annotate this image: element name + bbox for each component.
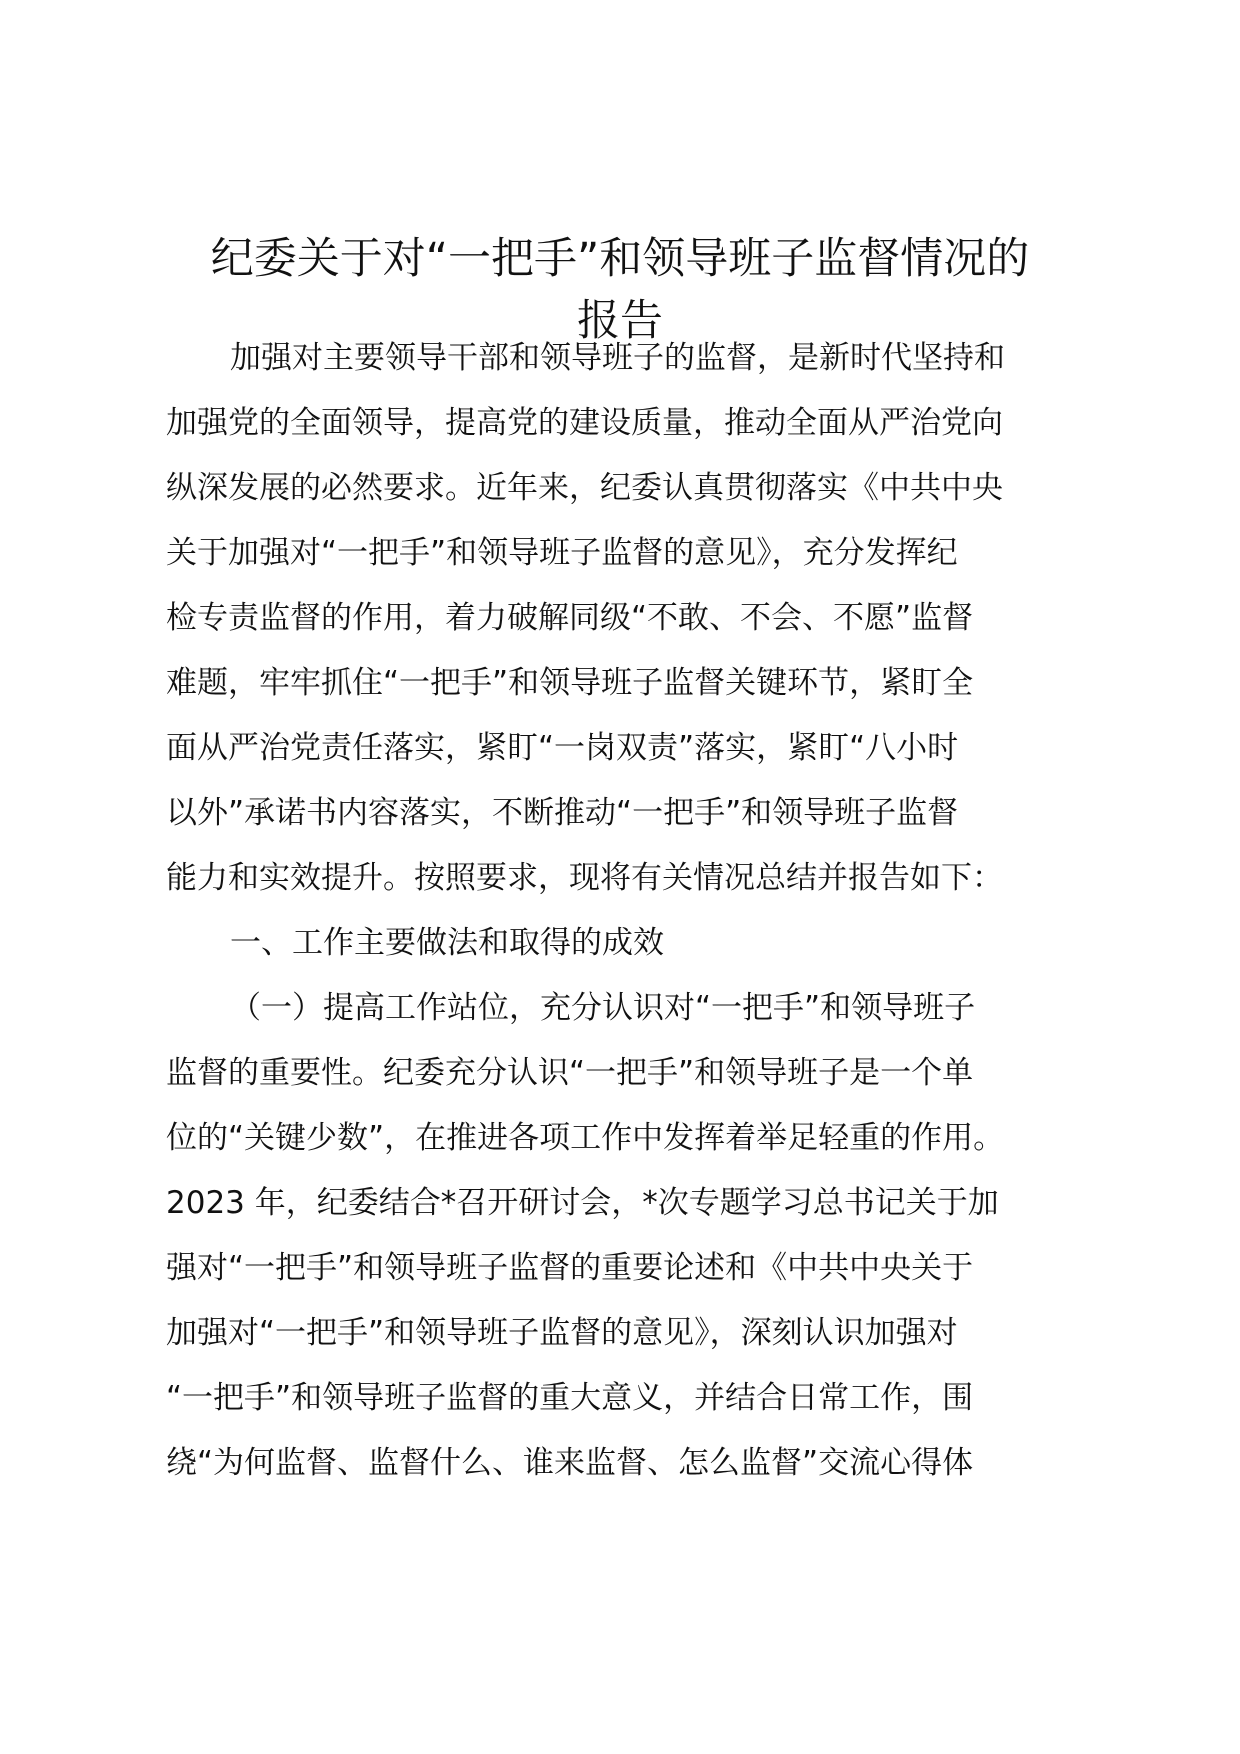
body-line: 检专责监督的作用，着力破解同级“不敢、不会、不愿”监督	[166, 600, 974, 636]
body-line: 位的“关键少数”，在推进各项工作中发挥着举足轻重的作用。	[166, 1120, 1005, 1156]
body-line: 监督的重要性。纪委充分认识“一把手”和领导班子是一个单	[166, 1055, 974, 1091]
body-line: 加强对主要领导干部和领导班子的监督，是新时代坚持和	[230, 340, 1005, 376]
body-line: 难题，牢牢抓住“一把手”和领导班子监督关键环节，紧盯全	[166, 665, 974, 701]
body-line: 强对“一把手”和领导班子监督的重要论述和《中共中央关于	[166, 1250, 974, 1286]
document-title-line-1: 纪委关于对“一把手”和领导班子监督情况的	[210, 234, 1030, 284]
body-line: 以外”承诺书内容落实，不断推动“一把手”和领导班子监督	[166, 795, 959, 831]
document-title-line-2: 报告	[577, 296, 663, 346]
body-line: 加强对“一把手”和领导班子监督的意见》，深刻认识加强对	[166, 1315, 958, 1351]
body-line: 绕“为何监督、监督什么、谁来监督、怎么监督”交流心得体	[166, 1445, 974, 1481]
body-line: “一把手”和领导班子监督的重大意义，并结合日常工作，围	[166, 1380, 974, 1416]
body-line: 2023 年，纪委结合*召开研讨会，*次专题学习总书记关于加	[166, 1185, 999, 1221]
body-line: 纵深发展的必然要求。近年来，纪委认真贯彻落实《中共中央	[166, 470, 1003, 506]
subsection-heading: （一）提高工作站位，充分认识对“一把手”和领导班子	[230, 990, 976, 1026]
body-line: 加强党的全面领导，提高党的建设质量，推动全面从严治党向	[166, 405, 1003, 441]
body-line: 面从严治党责任落实，紧盯“一岗双责”落实，紧盯“八小时	[166, 730, 959, 766]
body-line: 能力和实效提升。按照要求，现将有关情况总结并报告如下：	[166, 860, 1003, 896]
body-line: 关于加强对“一把手”和领导班子监督的意见》，充分发挥纪	[166, 535, 958, 571]
section-heading: 一、工作主要做法和取得的成效	[230, 925, 664, 961]
